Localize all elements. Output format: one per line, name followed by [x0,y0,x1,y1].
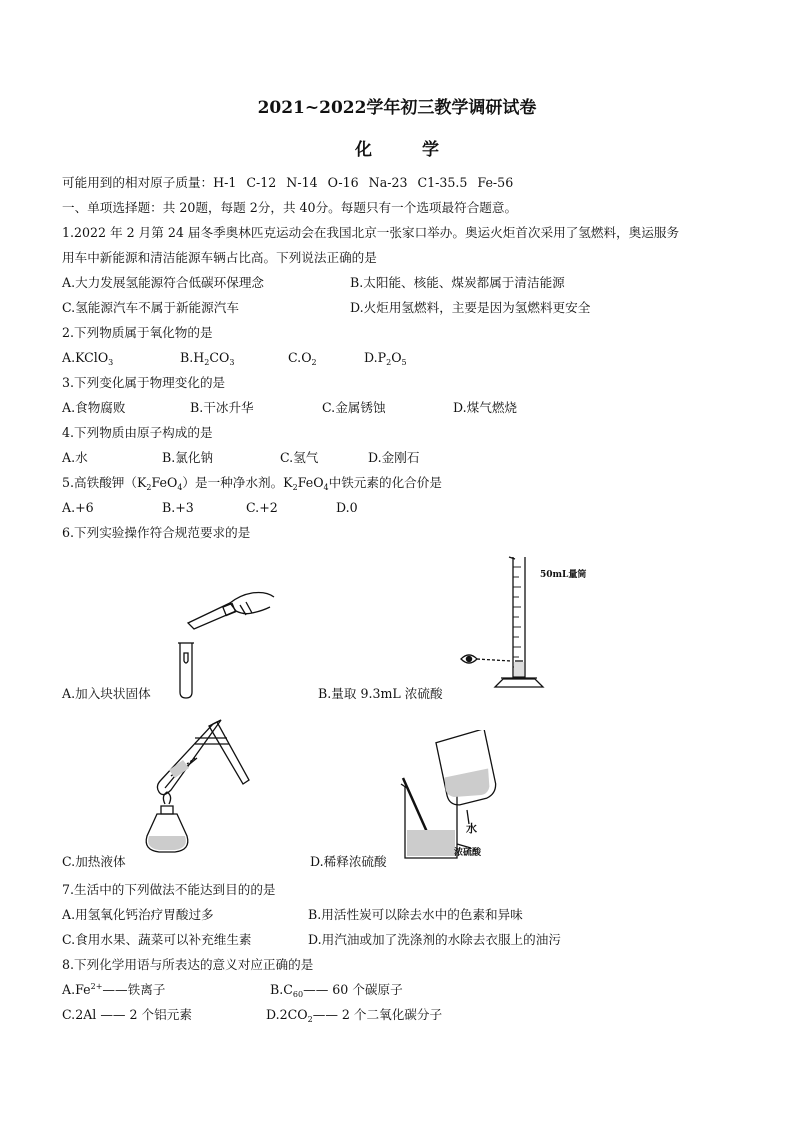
atomic-masses: 可能用到的相对原子质量：H-1 C-12 N-14 O-16 Na-23 C1-35.5 Fe-56 [62,175,514,190]
q3-option-a[interactable]: A.食物腐败 [62,400,126,415]
q1-option-a[interactable]: A.大力发展氢能源符合低碳环保理念 [62,275,265,290]
q7-stem: 7.生活中的下列做法不能达到目的的是 [62,882,276,897]
q6-option-a[interactable]: A.加入块状固体 [62,686,151,701]
q3-option-b[interactable]: B.干冰升华 [190,400,254,415]
page-title: 2021~2022学年初三教学调研试卷 [257,98,537,118]
q7-option-d[interactable]: D.用汽油或加了洗涤剂的水除去衣服上的油污 [308,932,561,947]
q3-option-d[interactable]: D.煤气燃烧 [453,400,518,415]
figure-add-solid [170,575,280,700]
q8-stem: 8.下列化学用语与所表达的意义对应正确的是 [62,957,314,972]
water-label: 水 [466,822,477,835]
q4-option-d[interactable]: D.金刚石 [368,450,420,465]
section-heading: 一、单项选择题：共 20题，每题 2分，共 40分。每题只有一个选项最符合题意。 [62,200,518,215]
q4-option-c[interactable]: C.氢气 [280,450,319,465]
q5-option-a[interactable]: A.+6 [62,500,94,515]
figure-dilute-acid [395,730,505,865]
q7-option-c[interactable]: C.食用水果、蔬菜可以补充维生素 [62,932,252,947]
q6-stem: 6.下列实验操作符合规范要求的是 [62,525,251,540]
q1-option-b[interactable]: B.太阳能、核能、煤炭都属于清洁能源 [350,275,565,290]
q3-stem: 3.下列变化属于物理变化的是 [62,375,226,390]
q3-option-c[interactable]: C.金属锈蚀 [322,400,386,415]
q1-option-d[interactable]: D.火炬用氢燃料，主要是因为氢燃料更安全 [350,300,591,315]
q6-option-b[interactable]: B.量取 9.3mL 浓硫酸 [318,686,443,701]
subject-title: 化 学 [355,140,461,160]
q7-option-a[interactable]: A.用氢氧化钙治疗胃酸过多 [62,907,214,922]
q8-option-c[interactable]: C.2Al —— 2 个铝元素 [62,1007,192,1022]
q7-option-b[interactable]: B.用活性炭可以除去水中的色素和异味 [308,907,523,922]
acid-label: 浓硫酸 [454,848,482,858]
q1-option-c[interactable]: C.氢能源汽车不属于新能源汽车 [62,300,239,315]
q6-option-d[interactable]: D.稀释浓硫酸 [310,854,387,869]
q4-option-a[interactable]: A.水 [62,450,88,465]
q2-option-c[interactable]: $C.O_2$ [288,350,317,367]
q8-option-a[interactable]: $A.Fe^{2+}——$铁离子 [62,982,166,997]
q8-option-d[interactable]: $D.2CO_2——$ 2 个二氧化碳分子 [266,1007,443,1024]
q2-stem: 2.下列物质属于氧化物的是 [62,325,213,340]
figure-heating-liquid [135,718,270,863]
q5-option-d[interactable]: D.0 [336,500,358,515]
q5-option-c[interactable]: C.+2 [246,500,278,515]
q1-stem-line1: 1.2022 年 2 月第 24 届冬季奥林匹克运动会在我国北京一张家口举办。奥运火炬首次采用了氢燃料，奥运服务 [62,225,680,240]
q4-option-b[interactable]: B.氯化钠 [162,450,214,465]
q1-stem-line2: 用车中新能源和清洁能源车辆占比高。下列说法正确的是 [62,250,377,265]
q8-option-b[interactable]: $B.C_{60}——$ 60 个碳原子 [270,982,403,999]
q5-stem: 5.高铁酸钾$(K_2FeO_4)$是一种净水剂。$K_2FeO_4$中铁元素的化合价是 [62,475,442,492]
q4-stem: 4.下列物质由原子构成的是 [62,425,213,440]
q2-option-d[interactable]: $D.P_2O_5$ [364,350,407,367]
q5-option-b[interactable]: B.+3 [162,500,194,515]
q2-option-b[interactable]: $B.H_2CO_3$ [180,350,235,367]
q6-option-c[interactable]: C.加热液体 [62,854,126,869]
cylinder-label: 50mL量筒 [540,570,587,580]
q2-option-a[interactable]: A.KClO$_3$ [62,350,114,367]
